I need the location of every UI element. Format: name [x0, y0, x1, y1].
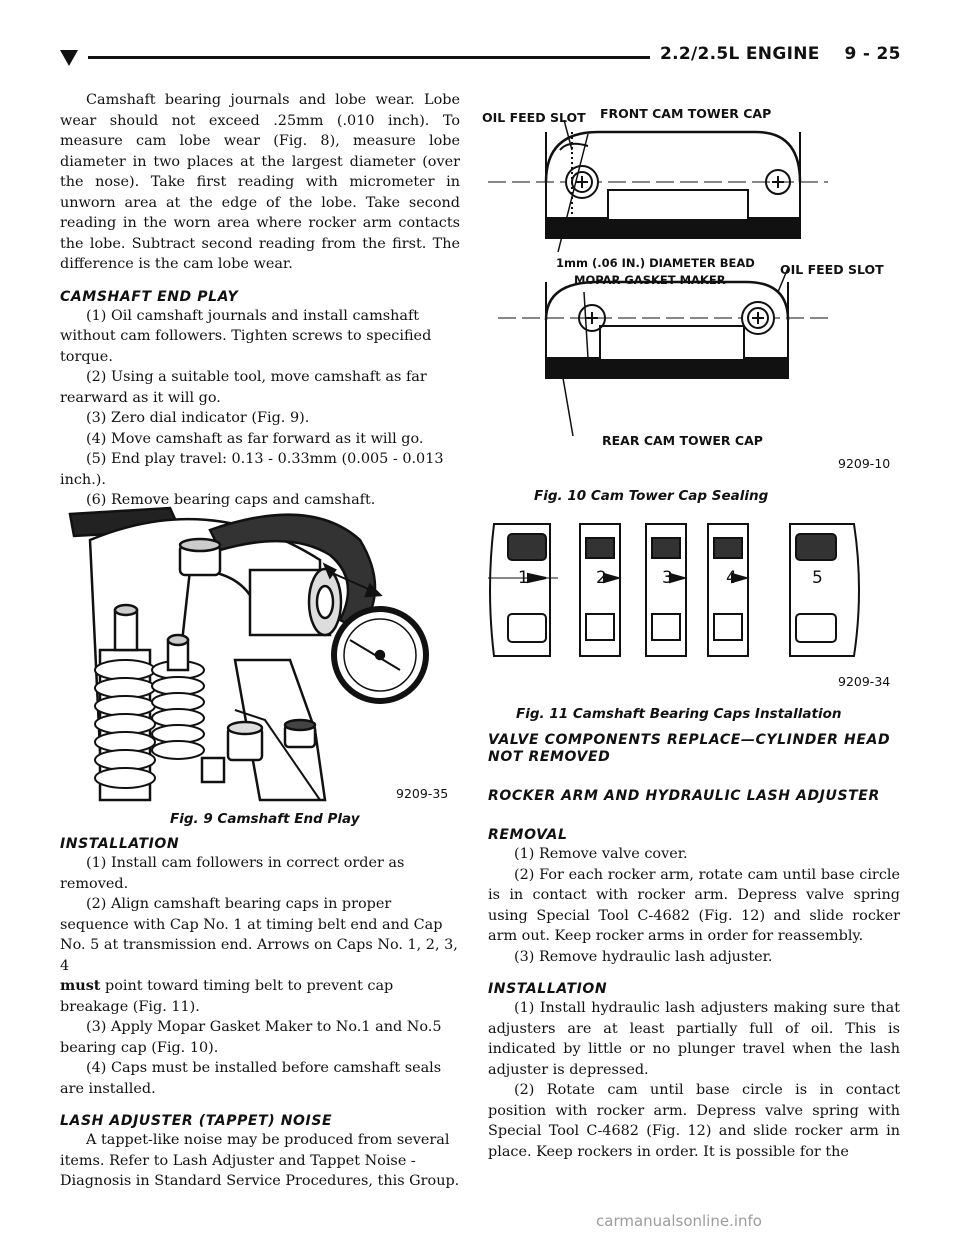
cap-number-1: 1: [518, 568, 529, 588]
cap-number-3: 3: [662, 568, 673, 588]
header-marker-icon: [60, 50, 78, 66]
installation-heading-right: INSTALLATION: [488, 981, 608, 997]
label-mopar-gasket-maker: MOPAR GASKET MAKER: [574, 273, 726, 287]
endplay-step-3: (3) Zero dial indicator (Fig. 9).: [86, 410, 310, 426]
install-step-4: (4) Caps must be installed before camshaft seals are installed.: [60, 1060, 442, 1097]
label-diameter-bead: 1mm (.06 IN.) DIAMETER BEAD: [556, 256, 755, 270]
fig9-caption: Fig. 9 Camshaft End Play: [170, 811, 360, 827]
install-step-2-continued: [60, 976, 460, 1017]
left-lower-column: [60, 836, 460, 1192]
removal-heading: REMOVAL: [488, 827, 568, 843]
label-rear-cam-tower-cap: REAR CAM TOWER CAP: [602, 433, 763, 448]
header-rule: [88, 56, 650, 59]
removal-step-3: (3) Remove hydraulic lash adjuster.: [514, 948, 773, 965]
right-install-step-1: (1) Install hydraulic lash adjusters making sure that adjusters are at least partially full of oil. This is indicated by little or no plunger travel when the lash adjuster is depressed.: [488, 1000, 900, 1078]
fig11-caption: Fig. 11 Camshaft Bearing Caps Installation: [516, 706, 842, 722]
install-step-2: (2) Align camshaft bearing caps in proper sequence with Cap No. 1 at timing belt end and Cap No. 5 at transmission end. Arrows on Caps No. 1, 2, 3, 4: [60, 896, 458, 974]
endplay-step-4: (4) Move camshaft as far forward as it will go.: [86, 430, 424, 447]
endplay-step-1: (1) Oil camshaft journals and install camshaft without cam followers. Tighten screws to specified torque.: [60, 307, 432, 365]
endplay-step-5: (5) End play travel: 0.13 - 0.33mm (0.005 - 0.013 inch.).: [60, 451, 444, 488]
left-column: [60, 90, 460, 511]
install-step-3: (3) Apply Mopar Gasket Maker to No.1 and No.5 bearing cap (Fig. 10).: [60, 1019, 442, 1056]
install-step-2-tail: point toward timing belt to prevent cap breakage (Fig. 11).: [60, 978, 394, 1015]
cap-number-5: 5: [812, 568, 823, 588]
rocker-arm-heading: ROCKER ARM AND HYDRAULIC LASH ADJUSTER: [488, 788, 880, 804]
fig9-number: 9209-35: [396, 786, 449, 801]
cam-tower-cap-sealing-illustration: [488, 120, 838, 465]
right-install-step-2: (2) Rotate cam until base circle is in contact position with rocker arm. Depress valve spring with Special Tool C-4682 (Fig. 12) and slide rocker arm in place. Keep rockers in order. It is possible for the: [488, 1082, 900, 1160]
fig11-number: 9209-34: [838, 674, 891, 689]
cap-number-4: 4: [726, 568, 737, 588]
valve-components-heading: VALVE COMPONENTS REPLACE—CYLINDER HEAD NOT REMOVED: [488, 732, 891, 765]
install-step-1: (1) Install cam followers in correct order as removed.: [60, 855, 405, 892]
endplay-step-6: (6) Remove bearing caps and camshaft.: [86, 492, 376, 508]
page-header-title: 2.2/2.5L ENGINE 9 - 25: [660, 44, 901, 64]
watermark: carmanualsonline.info: [596, 1212, 762, 1230]
label-oil-feed-slot-top: OIL FEED SLOT: [482, 110, 586, 125]
label-oil-feed-slot-right: OIL FEED SLOT: [780, 262, 884, 277]
removal-step-1: (1) Remove valve cover.: [514, 846, 688, 862]
fig10-number: 9209-10: [838, 456, 891, 471]
camshaft-bearing-caps-illustration: [488, 516, 898, 666]
fig10-caption: Fig. 10 Cam Tower Cap Sealing: [534, 488, 769, 504]
camshaft-end-play-illustration: [60, 500, 460, 810]
removal-step-2: (2) For each rocker arm, rotate cam until base circle is in contact with rocker arm. Depress valve spring using Special Tool C-4682 (Fig. 12) and slide rocker arm out. Keep rocker arms in order for reassembly.: [488, 866, 900, 944]
intro-paragraph: Camshaft bearing journals and lobe wear. Lobe wear should not exceed .25mm (.010 inch). To measure cam lobe wear (Fig. 8), measure lobe diameter in two places at the largest diameter (over the nose). Take first reading with micrometer in unworn area at the edge of the lobe. Take second reading in the worn area where rocker arm contacts the lobe. Subtract second reading from the first. The difference is the cam lobe wear.: [60, 92, 460, 272]
endplay-step-2: (2) Using a suitable tool, move camshaft as far rearward as it will go.: [60, 369, 427, 406]
cap-number-2: 2: [596, 568, 607, 588]
lash-adjuster-heading: LASH ADJUSTER (TAPPET) NOISE: [60, 1113, 333, 1129]
camshaft-endplay-heading: CAMSHAFT END PLAY: [60, 288, 239, 305]
label-front-cam-tower-cap: FRONT CAM TOWER CAP: [600, 106, 772, 121]
installation-heading-left: INSTALLATION: [60, 836, 180, 852]
lash-adjuster-paragraph: A tappet-like noise may be produced from several items. Refer to Lash Adjuster and Tappet Noise - Diagnosis in Standard Service Procedures, this Group.: [60, 1132, 460, 1189]
right-column: [488, 732, 900, 1162]
must-emphasis: must: [60, 977, 101, 994]
